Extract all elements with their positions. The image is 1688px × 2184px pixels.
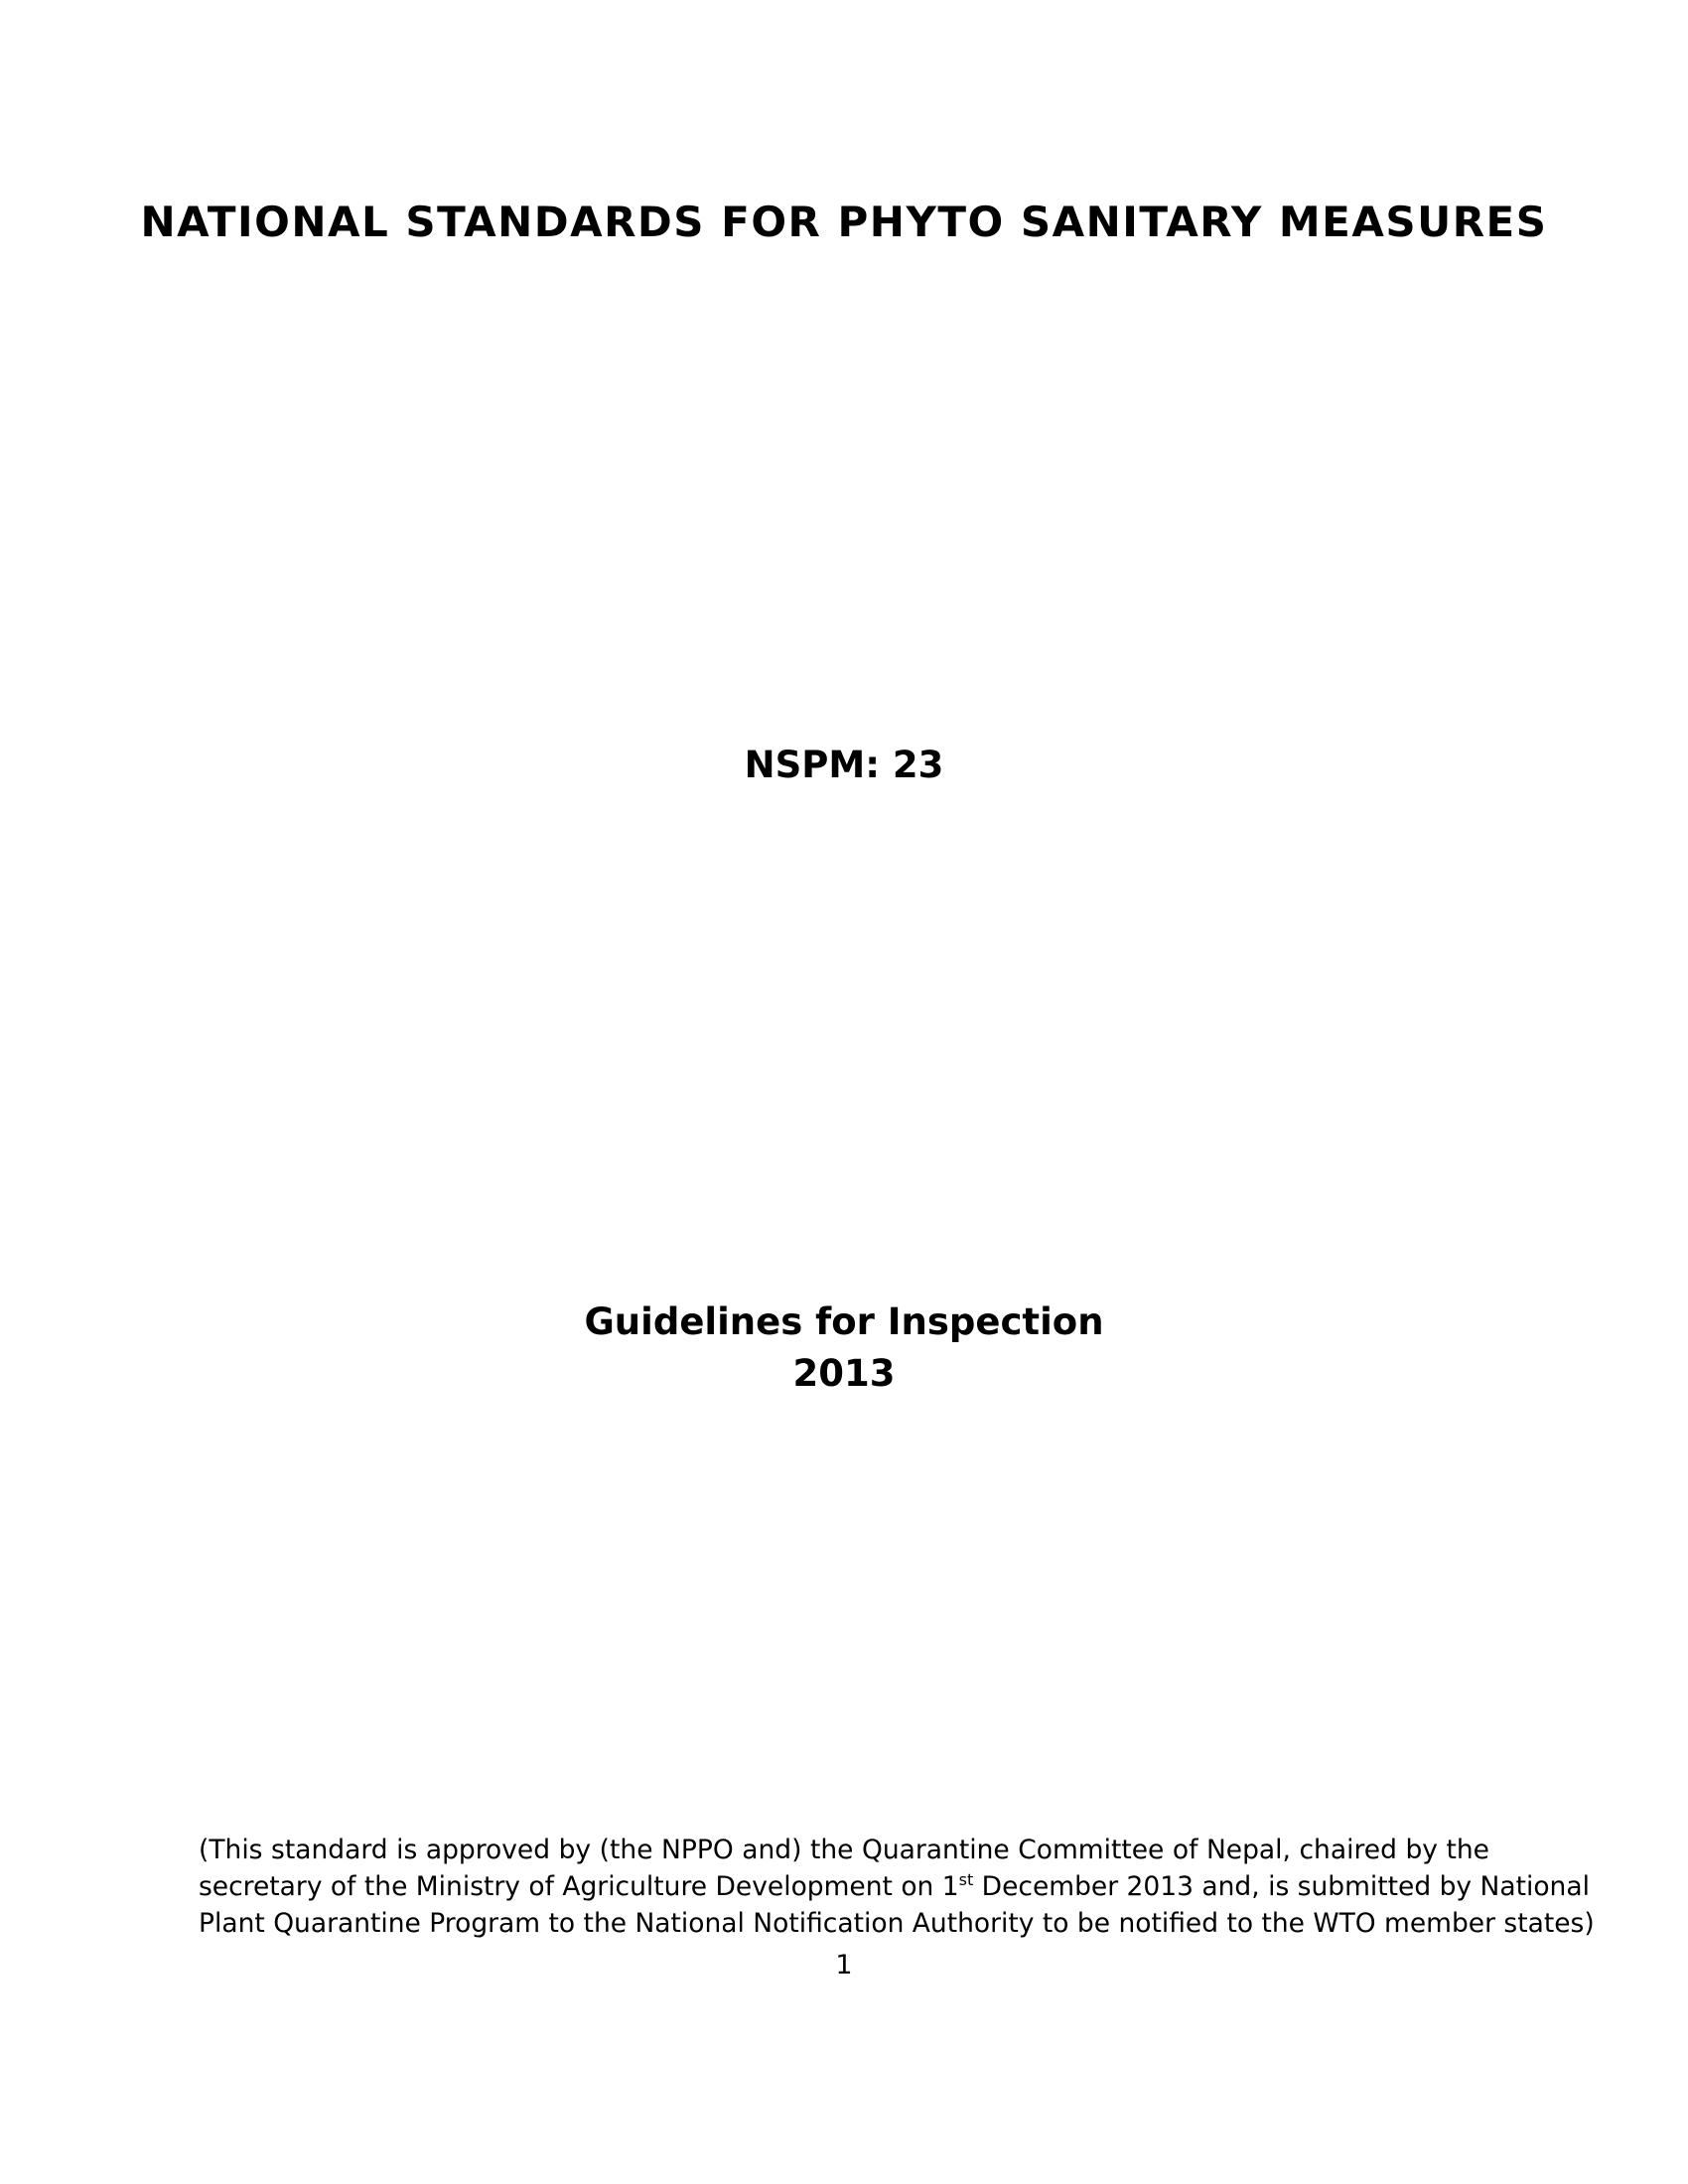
approval-note-line-3: Plant Quarantine Program to the National Notification Authority to be notified to the WTO member states) (199, 1908, 1595, 1939)
ordinal-suffix: st (958, 1870, 974, 1890)
page-number: 1 (835, 1950, 853, 1980)
approval-note (199, 1832, 1595, 1942)
document-subtitle: Guidelines for Inspection (584, 1300, 1104, 1343)
approval-note-line-2 (199, 1868, 1590, 1905)
approval-note-line-2-start: secretary of the Ministry of Agriculture Development on 1 (199, 1871, 959, 1902)
standard-code: NSPM: 23 (744, 744, 944, 786)
approval-note-line-2-end: December 2013 and, is submitted by National (973, 1871, 1590, 1902)
document-subtitle-block (0, 1297, 1688, 1400)
approval-note-line-1: (This standard is approved by (the NPPO and) the Quarantine Committee of Nepal, chaired by the (199, 1835, 1489, 1865)
document-title: NATIONAL STANDARDS FOR PHYTO SANITARY MEASURES (140, 198, 1548, 246)
document-year: 2013 (792, 1352, 896, 1395)
